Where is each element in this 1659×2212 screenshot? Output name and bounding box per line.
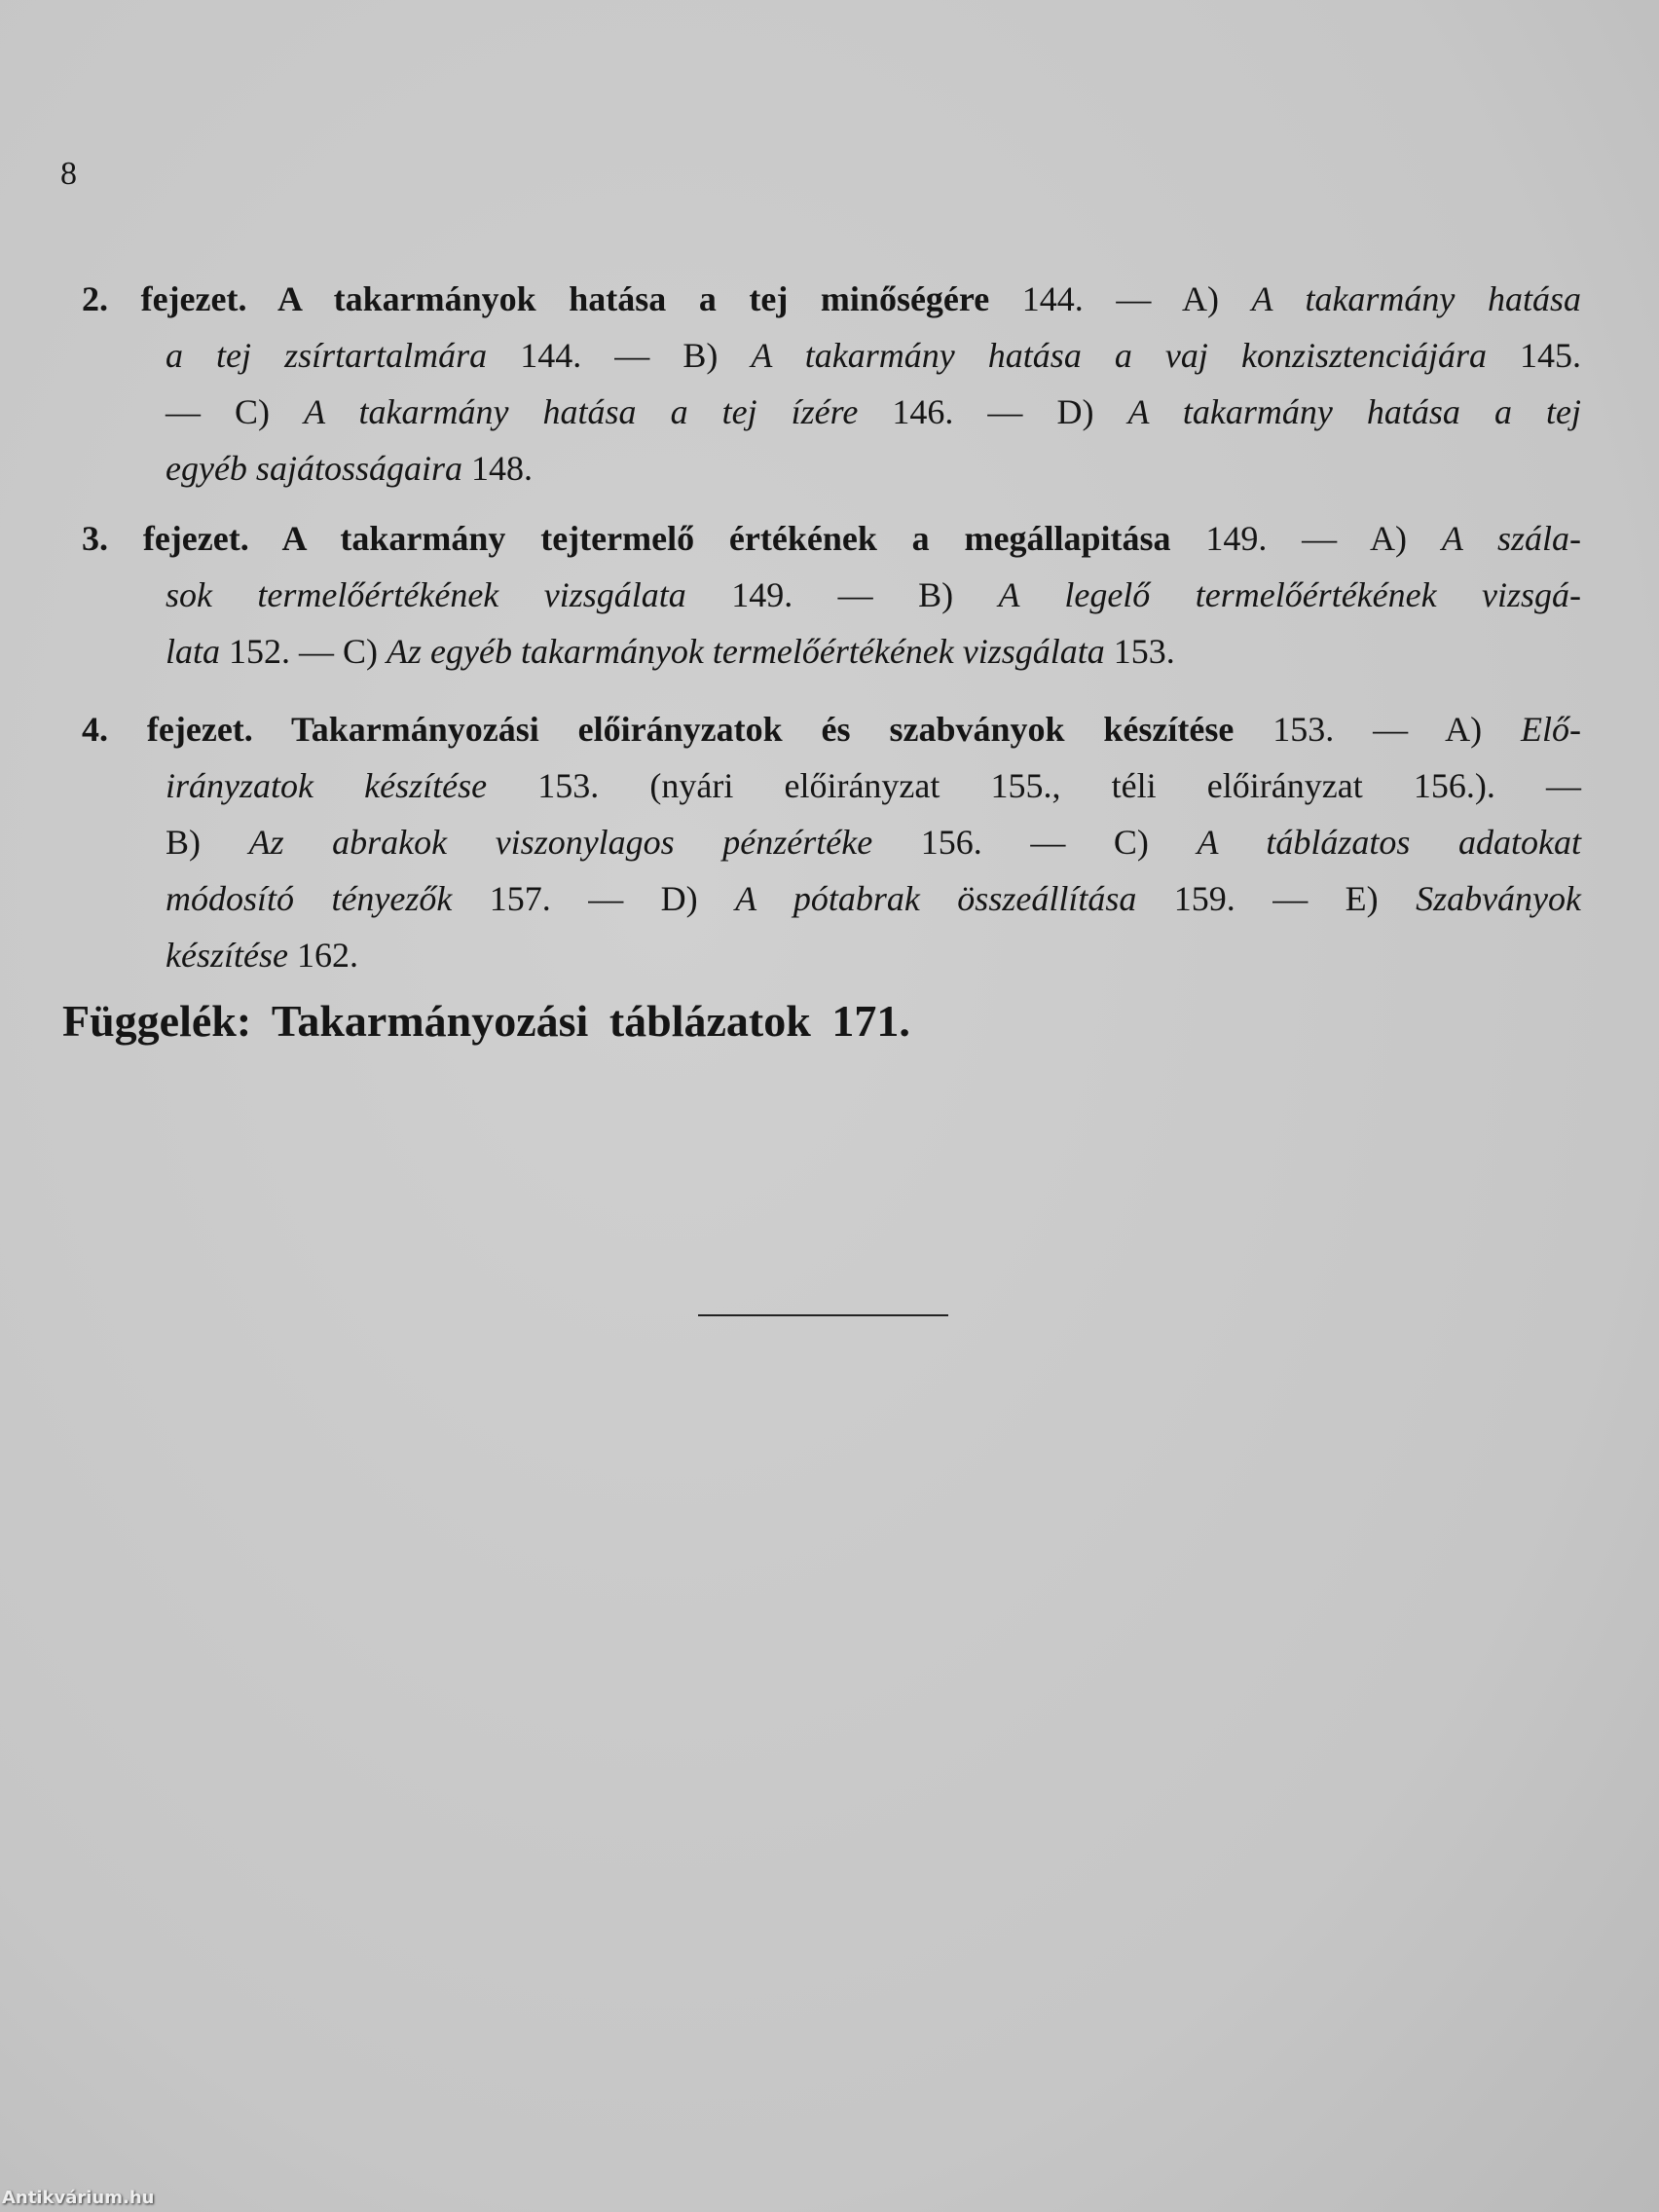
toc-line	[166, 927, 1581, 983]
text-segment: 2. fejezet. A takarmányok hatása a tej minőségére	[82, 279, 990, 318]
text-segment: A takarmány hatása a tej ízére	[304, 392, 859, 431]
divider-rule	[698, 1314, 948, 1316]
appendix-heading: Függelék: Takarmányozási táblázatok 171.	[62, 996, 910, 1046]
toc-line	[166, 870, 1581, 927]
toc-line	[166, 384, 1581, 440]
text-segment: 153. — A)	[1234, 710, 1522, 749]
text-segment: egyéb sajátosságaira	[166, 449, 462, 488]
text-segment: módosító tényezők	[166, 879, 453, 918]
toc-line	[166, 814, 1581, 870]
text-segment: Az abrakok viszonylagos pénzértéke	[248, 823, 873, 862]
toc-line	[82, 701, 1581, 757]
text-segment: 153. (nyári előirányzat 155., téli előirányzat 156.). —	[487, 766, 1581, 805]
text-segment: 153.	[1104, 632, 1175, 671]
text-segment: 144. — A)	[989, 279, 1252, 318]
text-segment: 146. — D)	[858, 392, 1128, 431]
text-segment: — C)	[166, 392, 305, 431]
text-segment: 3. fejezet. A takarmány tejtermelő értékének a megállapitása	[82, 519, 1171, 558]
text-segment: 148.	[461, 449, 533, 488]
toc-line	[166, 327, 1581, 384]
text-segment: 144. — B)	[487, 336, 752, 375]
text-segment: A takarmány hatása a vaj konzisztenciájára	[751, 336, 1487, 375]
text-segment: Szabványok	[1416, 879, 1582, 918]
text-segment: 145.	[1486, 336, 1582, 375]
text-segment: B)	[166, 823, 249, 862]
text-segment: készítése	[166, 936, 288, 975]
toc-line	[166, 567, 1581, 623]
text-segment: 156. — C)	[872, 823, 1198, 862]
text-segment: 4. fejezet. Takarmányozási előirányzatok és szabványok készítése	[82, 710, 1235, 749]
text-segment: Az egyéb takarmányok termelőértékének vizsgálata	[387, 632, 1105, 671]
watermark: Antikvárium.hu	[2, 2188, 155, 2208]
text-segment: a tej zsírtartalmára	[166, 336, 488, 375]
text-segment: irányzatok készítése	[166, 766, 488, 805]
text-segment: 149. — A)	[1170, 519, 1442, 558]
text-segment: 157. — D)	[452, 879, 736, 918]
text-segment: A pótabrak összeállítása	[735, 879, 1137, 918]
toc-line	[82, 271, 1581, 327]
text-segment: A szála-	[1441, 519, 1581, 558]
page-number: 8	[60, 156, 77, 192]
toc-line	[166, 757, 1581, 814]
text-segment: A takarmány hatása	[1251, 279, 1582, 318]
text-segment: A legelő termelőértékének vizsgá-	[998, 575, 1582, 614]
text-segment: 152. — C)	[220, 632, 387, 671]
toc-entry	[82, 510, 1581, 680]
text-segment: 159. — E)	[1136, 879, 1417, 918]
toc-line	[82, 510, 1581, 567]
text-segment: sok termelőértékének vizsgálata	[166, 575, 686, 614]
text-segment: 162.	[287, 936, 358, 975]
text-segment: A takarmány hatása a tej	[1127, 392, 1581, 431]
text-segment: Elő-	[1521, 710, 1581, 749]
text-segment: 149. — B)	[685, 575, 999, 614]
toc-line	[166, 440, 1581, 497]
text-segment: A táblázatos adatokat	[1197, 823, 1582, 862]
text-segment: lata	[166, 632, 221, 671]
toc-entry	[82, 271, 1581, 497]
toc-entry	[82, 701, 1581, 983]
toc-line	[166, 623, 1581, 680]
